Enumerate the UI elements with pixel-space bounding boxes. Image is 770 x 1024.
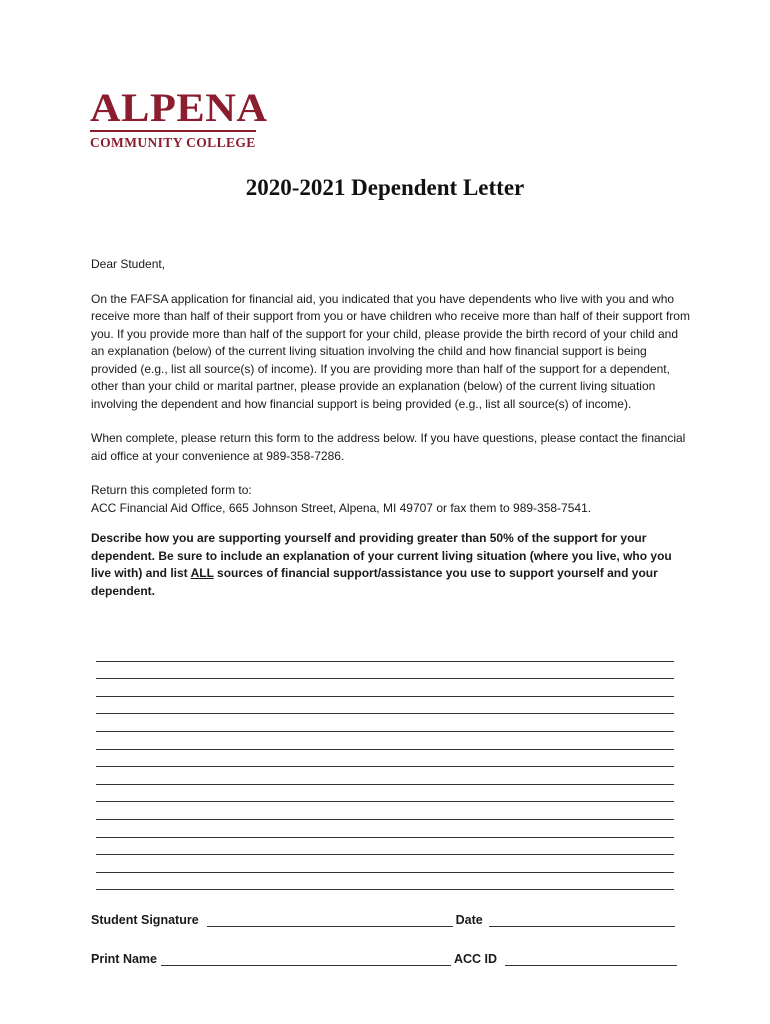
instructions bbox=[91, 530, 691, 600]
answer-line[interactable] bbox=[96, 873, 674, 891]
answer-line[interactable] bbox=[96, 732, 674, 750]
answer-line[interactable] bbox=[96, 802, 674, 820]
answer-line[interactable] bbox=[96, 644, 674, 662]
date-field[interactable] bbox=[489, 912, 675, 927]
answer-area[interactable] bbox=[96, 644, 674, 890]
print-name-label: Print Name bbox=[91, 952, 157, 966]
logo-subtitle: COMMUNITY COLLEGE bbox=[90, 135, 256, 150]
greeting: Dear Student, bbox=[91, 257, 166, 271]
return-address: ACC Financial Aid Office, 665 Johnson Street, Alpena, MI 49707 or fax them to 989-358-7541. bbox=[91, 500, 592, 515]
answer-line[interactable] bbox=[96, 785, 674, 803]
acc-id-label: ACC ID bbox=[454, 952, 498, 966]
answer-line[interactable] bbox=[96, 838, 674, 856]
signature-row bbox=[91, 912, 678, 927]
instructions-emphasis: ALL bbox=[190, 566, 214, 580]
logo-rule bbox=[90, 130, 256, 132]
answer-line[interactable] bbox=[96, 714, 674, 732]
answer-line[interactable] bbox=[96, 662, 674, 680]
logo-name: ALPENA bbox=[90, 85, 268, 130]
date-label: Date bbox=[455, 913, 483, 927]
instructions-after: sources of financial support/assistance you use to support yourself and your dependent. bbox=[91, 566, 658, 598]
print-name-field[interactable] bbox=[161, 951, 451, 966]
answer-line[interactable] bbox=[96, 855, 674, 873]
instructions-before: Describe how you are supporting yourself and providing greater than 50% of the support for your dependent. Be sure to include an explanation of your current living situation (where you live, who you live with) and list bbox=[91, 531, 672, 580]
return-address-block bbox=[91, 482, 691, 517]
college-logo bbox=[90, 85, 268, 151]
letter-body bbox=[91, 256, 691, 617]
acc-id-field[interactable] bbox=[505, 951, 677, 966]
return-label: Return this completed form to: bbox=[91, 483, 252, 497]
paragraph-fafsa: On the FAFSA application for financial aid, you indicated that you have dependents who live with you and who receive more than half of their support from you or have children who receive more than half of their support from you. If you provide more than half of the support for your child, please provide the birth record of your child and an explanation (below) of the current living situation involving the child and how financial support is being provided (e.g., list all source(s) of income). If you are providing more than half of the support for a dependent, other than your child or marital partner, please provide an explanation (below) of the current living situation involving the dependent and how financial support is being provided (e.g., list all source(s) of income). bbox=[91, 291, 690, 411]
answer-line[interactable] bbox=[96, 820, 674, 838]
paragraph-return-info: When complete, please return this form to the address below. If you have questions, please contact the financial aid office at your convenience at 989-358-7286. bbox=[91, 431, 686, 463]
answer-line[interactable] bbox=[96, 767, 674, 785]
answer-line[interactable] bbox=[96, 679, 674, 697]
page-title: 2020-2021 Dependent Letter bbox=[245, 175, 525, 200]
student-signature-field[interactable] bbox=[207, 912, 453, 927]
answer-line[interactable] bbox=[96, 750, 674, 768]
answer-line[interactable] bbox=[96, 697, 674, 715]
student-signature-label: Student Signature bbox=[91, 913, 199, 927]
print-name-row bbox=[91, 951, 680, 966]
